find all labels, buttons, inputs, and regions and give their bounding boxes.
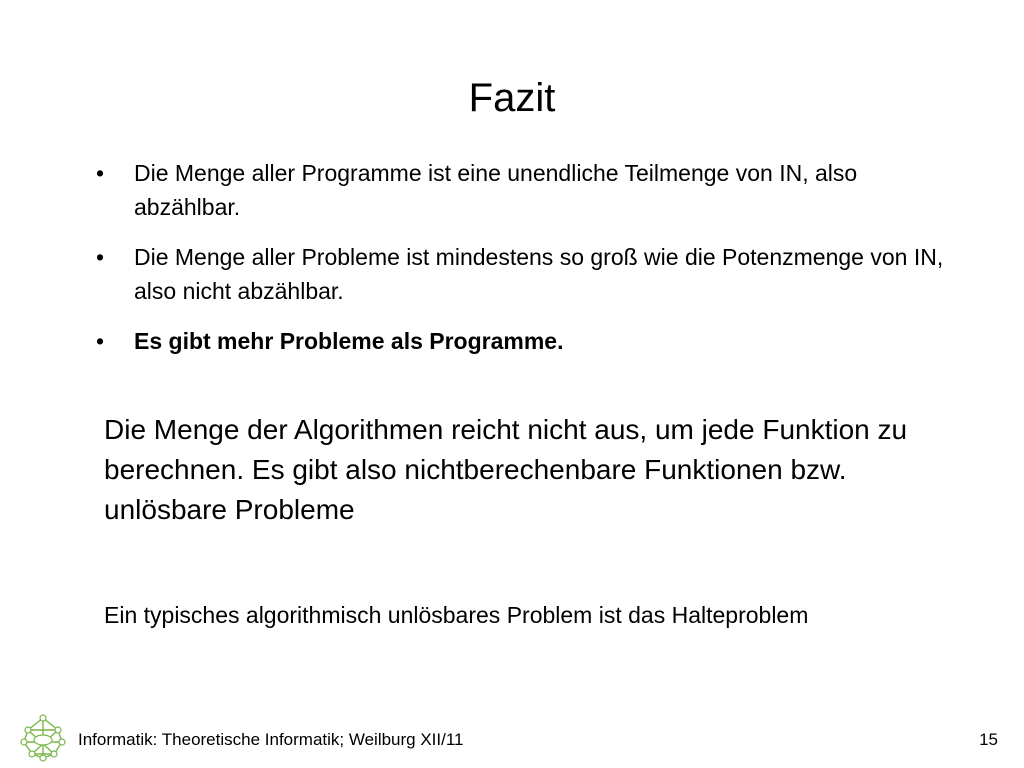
network-diagram-icon [18,714,68,762]
footer-text: Informatik: Theoretische Informatik; Weilburg XII/11 [78,730,464,749]
bullet-list [96,156,956,374]
bullet-icon: • [96,244,105,270]
note-paragraph: Ein typisches algorithmisch unlösbares Problem ist das Halteproblem [104,602,809,628]
bullet-item [96,156,956,224]
conclusion-paragraph: Die Menge der Algorithmen reicht nicht aus, um jede Funktion zu berechnen. Es gibt also nichtberechenbare Funktionen bzw. unlösbare Probleme [104,414,908,525]
bullet-icon: • [96,328,105,354]
bullet-text-emphasis: Es gibt mehr Probleme als Programme. [134,328,564,354]
bullet-text: Die Menge aller Probleme ist mindestens so groß wie die Potenzmenge von IN, also nicht abzählbar. [134,244,944,304]
bullet-text: Die Menge aller Programme ist eine unendliche Teilmenge von IN, also abzählbar. [134,160,858,220]
page-number: 15 [979,730,998,749]
bullet-icon: • [96,160,105,186]
slide-title: Fazit [468,76,556,120]
bullet-item [96,324,956,358]
bullet-item [96,240,956,308]
